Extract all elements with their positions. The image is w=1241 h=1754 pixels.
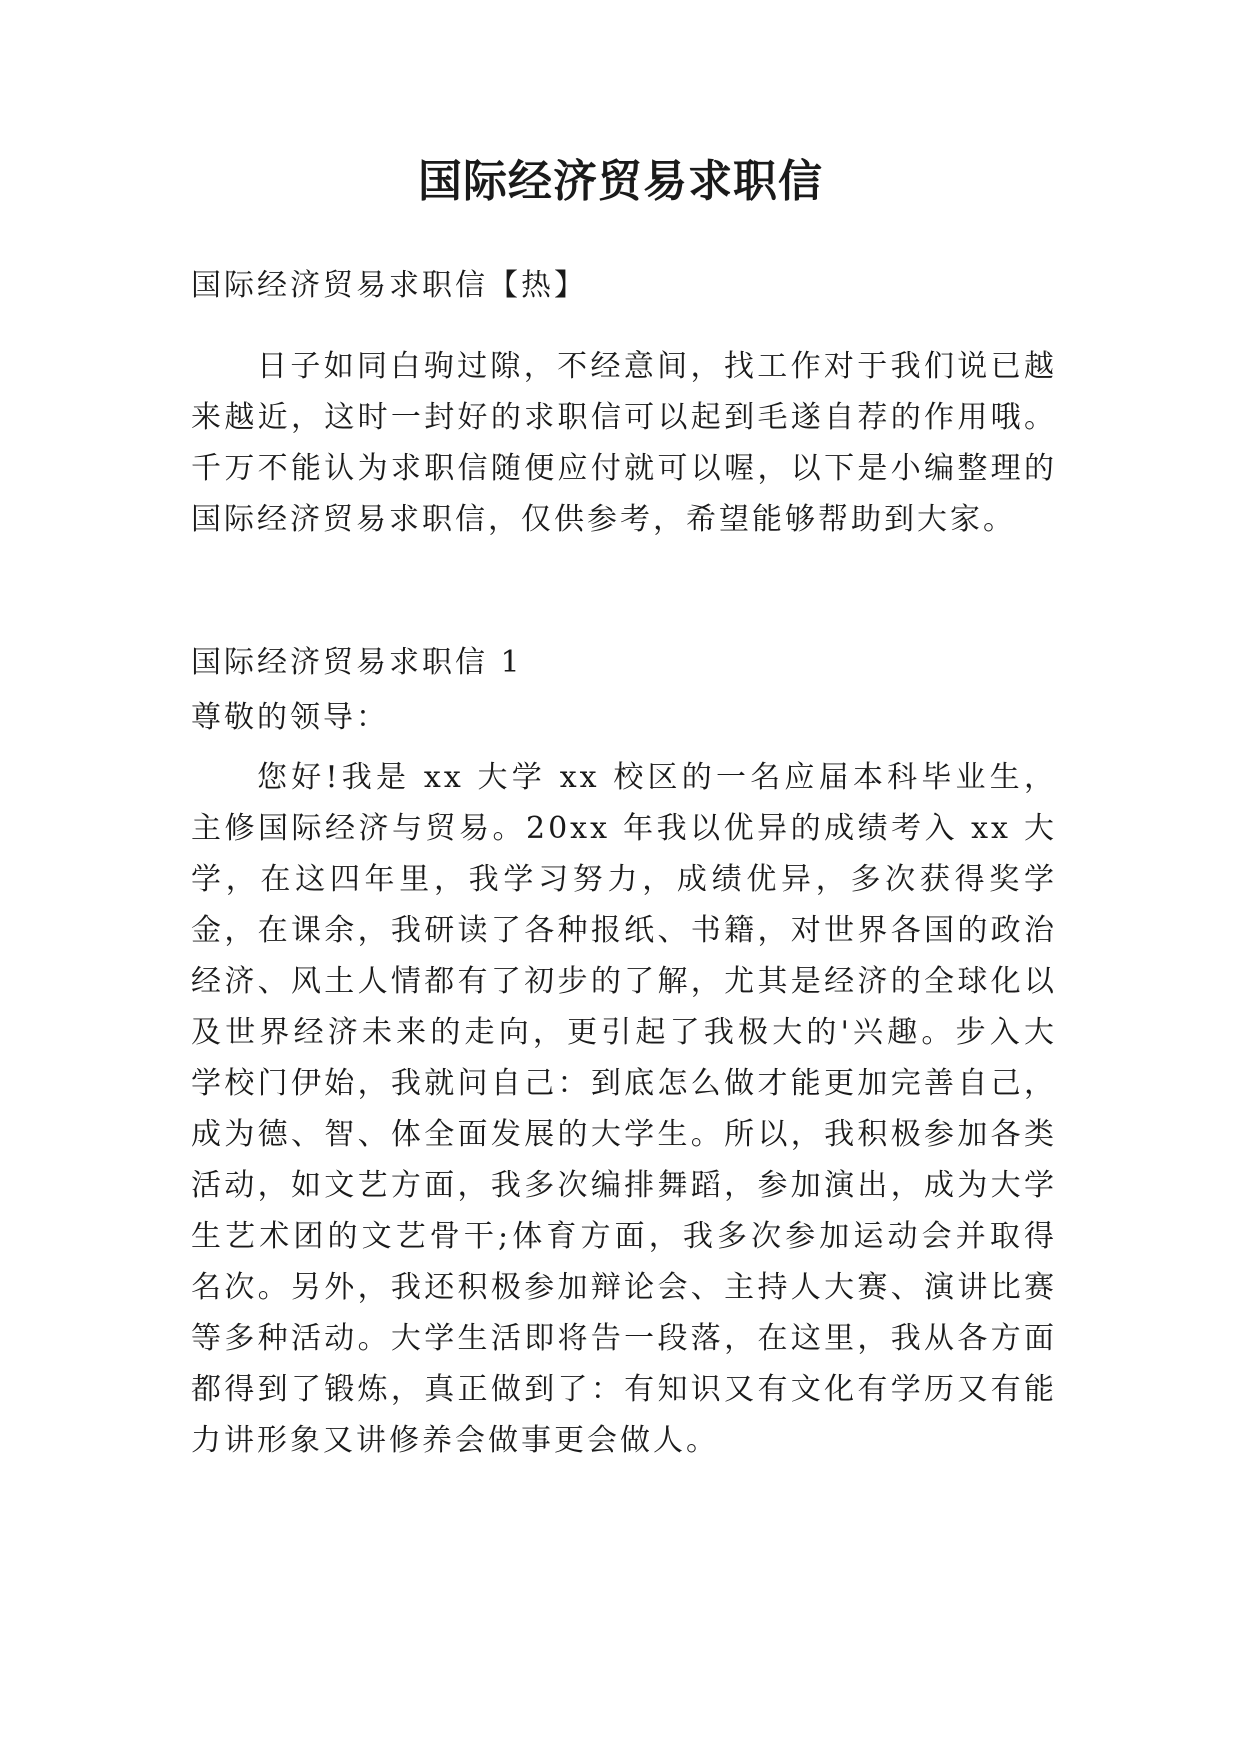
intro-paragraph: 日子如同白驹过隙，不经意间，找工作对于我们说已越来越近，这时一封好的求职信可以起到毛遂自荐的作用哦。千万不能认为求职信随便应付就可以喔，以下是小编整理的国际经济贸易求职信，仅供参考，希望能够帮助到大家。 — [191, 349, 1057, 537]
document-subtitle: 国际经济贸易求职信【热】 — [191, 268, 587, 303]
letter-salutation: 尊敬的领导： — [191, 700, 389, 735]
document-title: 国际经济贸易求职信 — [418, 156, 823, 207]
letter-heading: 国际经济贸易求职信 1 — [191, 645, 523, 680]
letter-body-paragraph: 您好!我是 xx 大学 xx 校区的一名应届本科毕业生，主修国际经济与贸易。20xx 年我以优异的成绩考入 xx 大学，在这四年里，我学习努力，成绩优异，多次获得奖学金，在课余，我研读了各种报纸、书籍，对世界各国的政治经济、风土人情都有了初步的了解，尤其是经济的全球化以及世界经济未来的走向，更引起了我极大的'兴趣。步入大学校门伊始，我就问自己：到底怎么做才能更加完善自己，成为德、智、体全面发展的大学生。所以，我积极参加各类活动，如文艺方面，我多次编排舞蹈，参加演出，成为大学生艺术团的文艺骨干;体育方面，我多次参加运动会并取得名次。另外，我还积极参加辩论会、主持人大赛、演讲比赛等多种活动。大学生活即将告一段落，在这里，我从各方面都得到了锻炼，真正做到了：有知识又有文化有学历又有能力讲形象又讲修养会做事更会做人。 — [191, 760, 1057, 1458]
